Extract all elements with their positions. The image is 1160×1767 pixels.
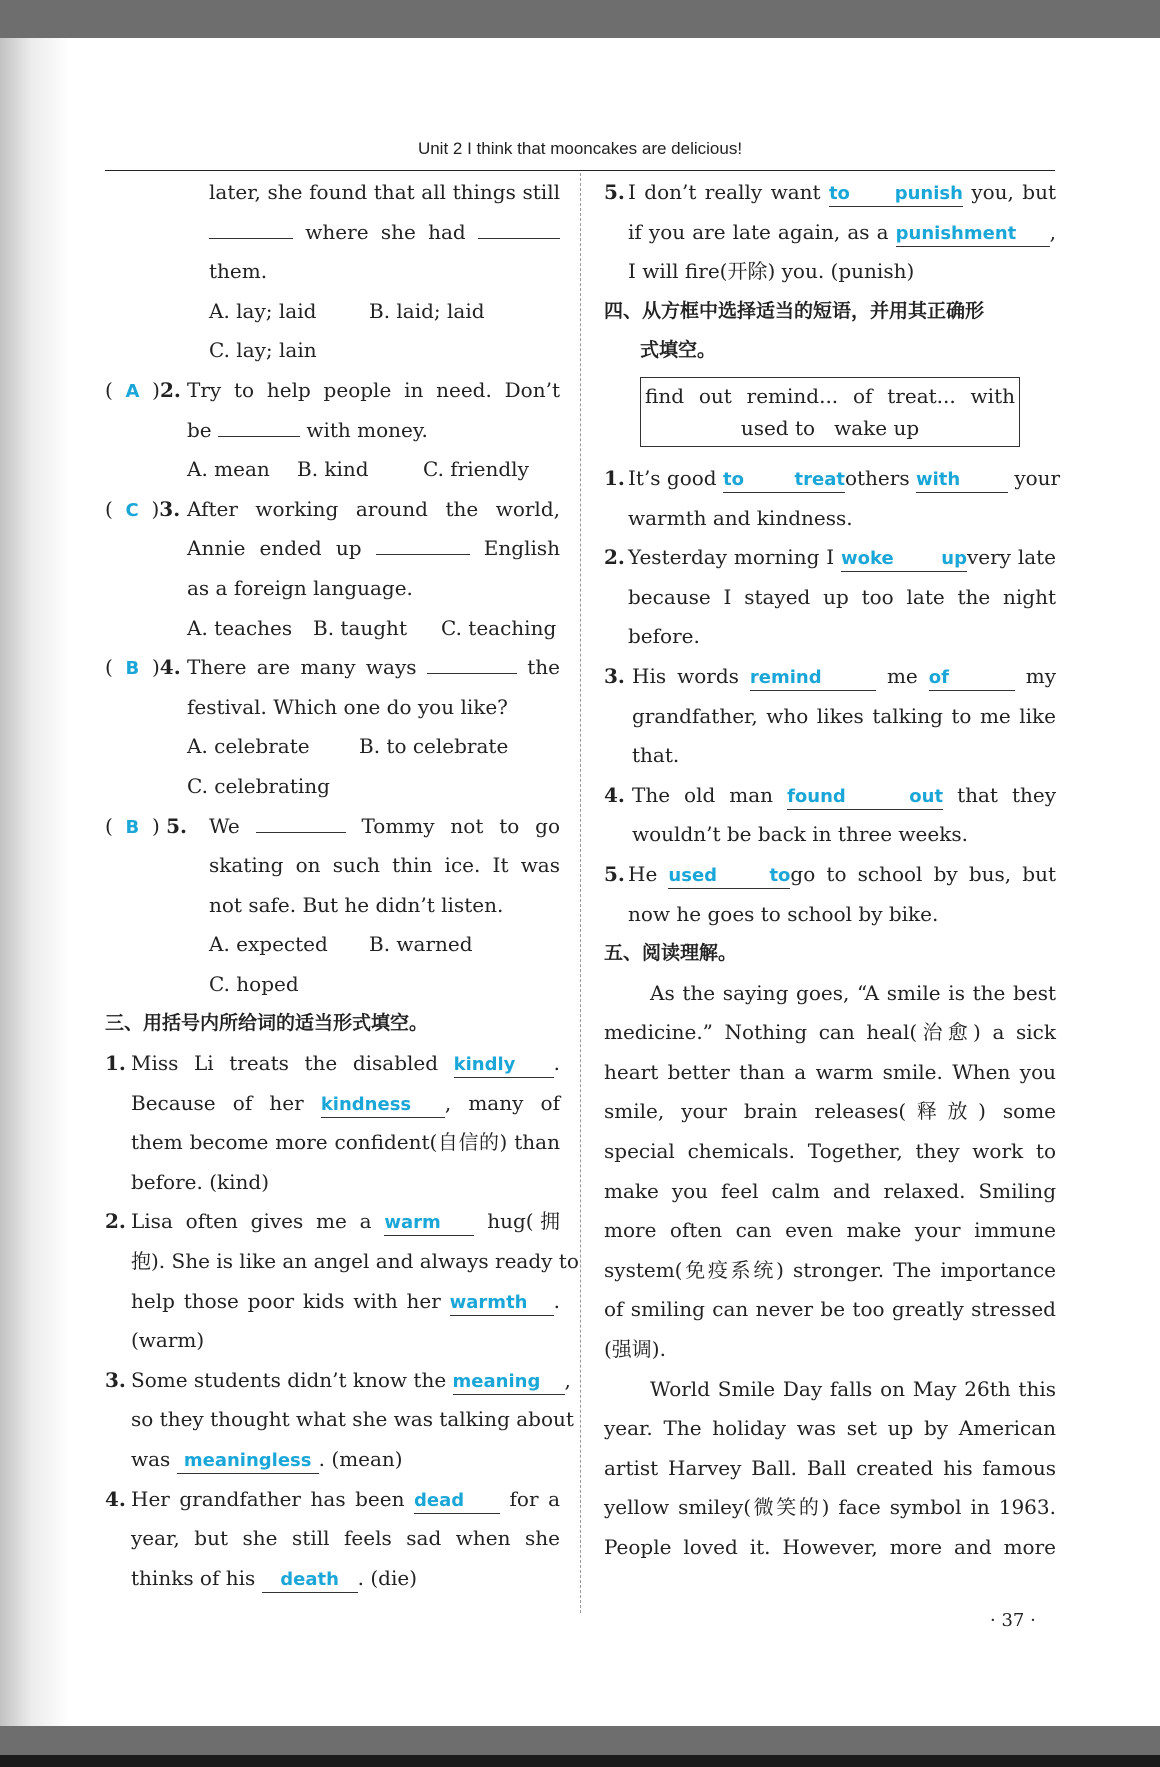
text-line: Miss Li treats the disabled kindly .	[131, 1044, 560, 1084]
question-3	[105, 490, 560, 648]
answer-blank: with	[916, 468, 1008, 493]
option-row: A. lay; laid B. laid; laid	[209, 298, 485, 323]
passage-line: special chemicals. Together, they work to	[604, 1139, 1056, 1164]
text-line: be with money.	[187, 411, 560, 451]
answer-blank: meaning	[453, 1370, 565, 1395]
passage-line: system(免疫系统) stronger. The importance	[604, 1257, 1056, 1282]
section-4-title-cont: 式填空。	[640, 339, 717, 362]
text-line: Annie ended up English	[187, 529, 560, 569]
answer-blank: death	[262, 1568, 358, 1593]
answer-bracket: ( A )2.	[105, 377, 181, 402]
option-row: C. hoped	[209, 971, 299, 996]
answer-blank: warmth	[450, 1291, 554, 1316]
text-line: thinks of his death . (die)	[131, 1559, 560, 1599]
passage-line: medicine.” Nothing can heal(治愈) a sick	[604, 1020, 1056, 1045]
bottom-bar	[0, 1755, 1160, 1767]
left-column	[105, 173, 579, 1598]
answer-bracket: ( B )4.	[105, 655, 181, 680]
text-line: Lisa often gives me a warm hug(拥	[131, 1202, 560, 1242]
text-line: help those poor kids with her warmth .	[131, 1282, 560, 1322]
text-line: later, she found that all things still	[209, 180, 560, 204]
answer-blank: woke up	[841, 547, 967, 572]
passage-line: more often can even make your immune	[604, 1218, 1056, 1243]
answer-blank: warm	[384, 1211, 474, 1236]
passage-line: artist Harvey Ball. Ball created his famous	[604, 1455, 1056, 1480]
text-line: them become more confident(自信的) than	[131, 1130, 560, 1155]
page-number: · 37 ·	[990, 1610, 1036, 1631]
section-4-item-5: 5. He used togo to school by bus, but now he goes to school by bike.	[604, 855, 1056, 934]
text-line: There are many ways the	[187, 648, 560, 688]
text-line: wouldn’t be back in three weeks.	[632, 822, 968, 847]
text-line: now he goes to school by bike.	[628, 901, 939, 926]
section-4-item-1: 1. It’s good to treatothers with your warmth and kindness.	[604, 459, 1056, 538]
option-row: A. teaches B. taught C. teaching	[187, 615, 557, 640]
section-3-item-3: 3. Some students didn’t know the meaning , so they thought what she was talking about was meaningless . (mean)	[105, 1361, 560, 1480]
phrase: treat... with	[887, 383, 1015, 408]
column-divider	[580, 173, 581, 1613]
passage-line: People loved it. However, more and more	[604, 1535, 1056, 1559]
passage-line: smile, your brain releases(释放) some	[604, 1099, 1056, 1124]
answer-blank: used to	[668, 864, 790, 889]
section-3-item-2: 2. Lisa often gives me a warm hug(拥 抱). She is like an angel and always ready to help those poor kids with her warmth . (warm)	[105, 1202, 560, 1360]
section-4-title: 四、从方框中选择适当的短语，并用其正确形	[604, 299, 985, 322]
phrase-row	[645, 380, 1015, 412]
answer-blank: found out	[787, 785, 943, 810]
page	[0, 38, 1160, 1726]
section-3-item-4: 4. Her grandfather has been dead for a year, but she still feels sad when she thinks of his death . (die)	[105, 1480, 560, 1599]
answer-blank: remind	[750, 666, 876, 691]
text-line: year, but she still feels sad when she	[131, 1526, 560, 1551]
passage-line: year. The holiday was set up by American	[604, 1416, 1056, 1441]
text-line: (warm)	[131, 1328, 205, 1353]
text-line: festival. Which one do you like?	[187, 694, 508, 719]
question-5	[105, 807, 560, 1005]
section-3-title: 三、用括号内所给词的适当形式填空。	[105, 1012, 429, 1035]
text-line: where she had	[209, 213, 560, 253]
option-row: A. mean B. kind C. friendly	[187, 457, 529, 482]
text-line: Some students didn’t know the meaning ,	[131, 1361, 560, 1401]
text-line: I will fire(开除) you. (punish)	[628, 259, 915, 284]
answer-blank: to treat	[723, 468, 845, 493]
question-2	[105, 371, 560, 490]
question-1-continuation	[209, 173, 560, 371]
right-column	[604, 173, 1061, 1568]
blank	[256, 808, 346, 833]
passage-line: As the saying goes, “A smile is the best	[650, 980, 1056, 1005]
text-line: that.	[632, 743, 680, 768]
blank	[209, 214, 293, 239]
passage-line: heart better than a warm smile. When you	[604, 1059, 1056, 1084]
text-line: After working around the world,	[187, 496, 560, 521]
passage-line: of smiling can never be too greatly stressed	[604, 1297, 1056, 1322]
page-shadow	[0, 38, 70, 1726]
question-4	[105, 648, 560, 806]
option-row: A. expected B. warned	[209, 932, 473, 957]
text-line: The old man found out that they	[632, 776, 1056, 816]
text-line: We Tommy not to go	[209, 807, 560, 847]
passage-line: (强调).	[604, 1337, 666, 1362]
section-3-item-1: 1. Miss Li treats the disabled kindly . Because of her kindness , many of them become more confident(自信的) than before. (kind)	[105, 1044, 560, 1202]
option-row: A. celebrate B. to celebrate	[187, 734, 509, 759]
text-line: 抱). She is like an angel and always ready to	[131, 1249, 579, 1274]
reading-passage	[604, 974, 1056, 1568]
answer-bracket: ( B ) 5.	[105, 813, 188, 838]
text-line: skating on such thin ice. It was	[209, 853, 560, 878]
answer-blank: kindness	[321, 1093, 445, 1118]
text-line: so they thought what she was talking about	[131, 1407, 574, 1432]
answer-blank: meaningless	[177, 1449, 319, 1474]
text-line: He used togo to school by bus, but	[628, 855, 1056, 895]
option-row: C. celebrating	[187, 773, 330, 798]
text-line: if you are late again, as a punishment ,	[628, 213, 1056, 253]
answer-blank: kindly	[454, 1053, 554, 1078]
phrase: remind... of	[746, 383, 873, 408]
blank	[427, 649, 517, 674]
phrase: used to	[740, 415, 816, 440]
text-line: warmth and kindness.	[628, 505, 853, 530]
section-4-item-4: 4. The old man found out that they wouldn’t be back in three weeks.	[604, 776, 1056, 855]
text-line: Try to help people in need. Don’t	[187, 377, 560, 402]
text-line: Because of her kindness , many of	[131, 1084, 560, 1124]
text-line: His words remind me of my	[632, 657, 1056, 697]
question-5-punish: 5. I don’t really want to punish you, but if you are late again, as a punishment , I will fire(开除) you. (punish)	[604, 173, 1056, 292]
phrase-box	[640, 377, 1020, 447]
text-line: It’s good to treatothers with your	[628, 459, 1056, 499]
text-line: was meaningless . (mean)	[131, 1440, 560, 1480]
text-line: before.	[628, 624, 700, 649]
page-header: Unit 2 I think that mooncakes are delicious!	[105, 128, 1055, 171]
section-4-item-2: 2. Yesterday morning I woke upvery late because I stayed up too late the night before.	[604, 538, 1056, 657]
phrase-row	[645, 412, 1015, 444]
passage-line: yellow smiley(微笑的) face symbol in 1963.	[604, 1495, 1056, 1520]
text-line: not safe. But he didn’t listen.	[209, 892, 504, 917]
phrase: wake up	[834, 415, 920, 440]
answer-blank: of	[929, 666, 1015, 691]
text-line: grandfather, who likes talking to me like	[632, 703, 1056, 728]
answer-blank: to punish	[829, 182, 963, 207]
section-5-title: 五、阅读理解。	[604, 942, 738, 965]
text-line: them.	[209, 259, 268, 284]
section-4-item-3: 3. His words remind me of my grandfather, who likes talking to me like that.	[604, 657, 1056, 776]
passage-line: World Smile Day falls on May 26th this	[650, 1376, 1056, 1401]
text-line: before. (kind)	[131, 1169, 269, 1194]
text-line: Yesterday morning I woke upvery late	[628, 538, 1056, 578]
answer-bracket: ( C )3.	[105, 496, 181, 521]
text-line: because I stayed up too late the night	[628, 584, 1056, 609]
text-line: Her grandfather has been dead for a	[131, 1480, 560, 1520]
answer-blank: dead	[414, 1489, 500, 1514]
text-line: as a foreign language.	[187, 575, 413, 600]
text-line: I don’t really want to punish you, but	[628, 173, 1056, 213]
phrase: find out	[645, 383, 732, 408]
answer-blank: punishment	[896, 222, 1050, 247]
option-row: C. lay; lain	[209, 338, 317, 363]
blank	[478, 214, 560, 239]
passage-line: make you feel calm and relaxed. Smiling	[604, 1178, 1056, 1203]
blank	[376, 530, 470, 555]
blank	[218, 412, 300, 437]
